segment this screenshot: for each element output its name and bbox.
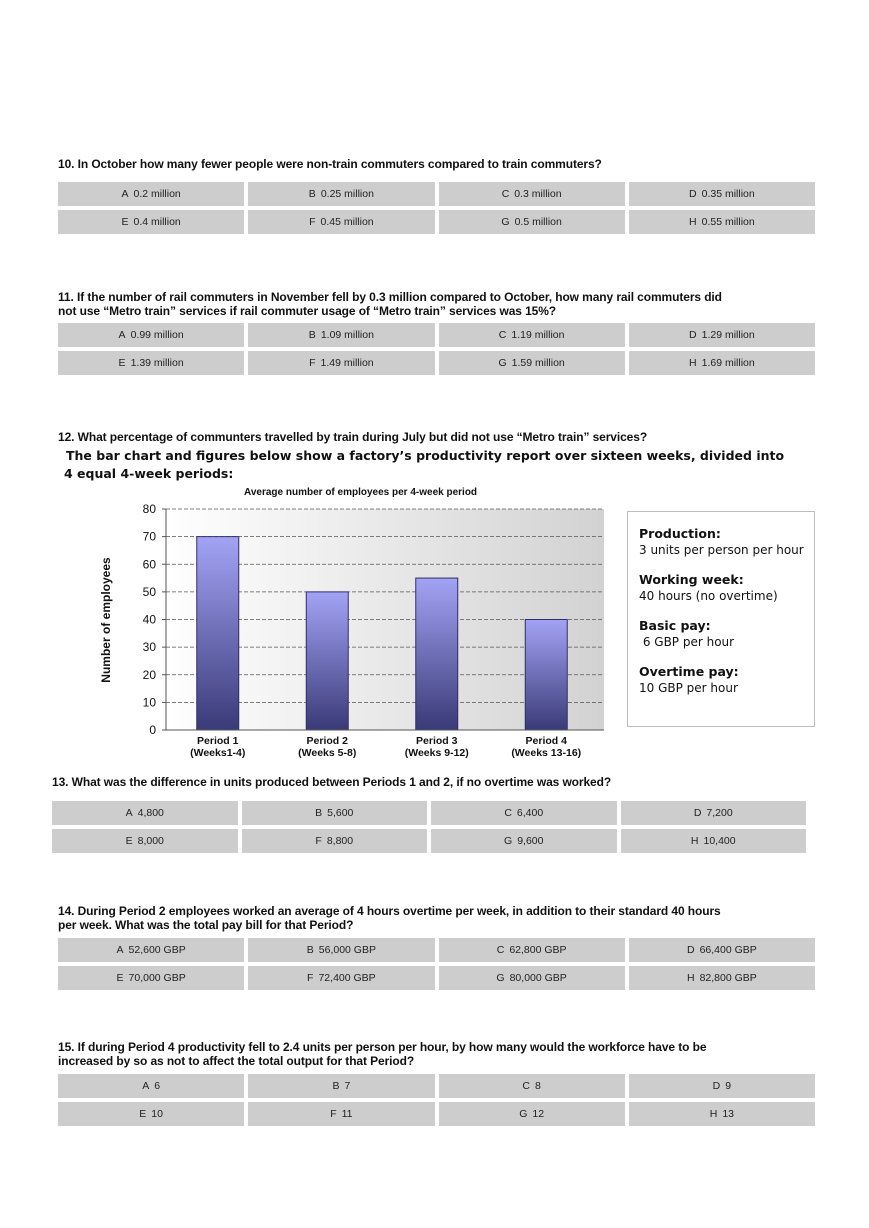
- y-tick-label: 60: [142, 557, 156, 572]
- q14-option-c[interactable]: C 62,800 GBP: [439, 938, 625, 962]
- q15-option-d[interactable]: D 9: [629, 1074, 815, 1098]
- y-tick-label: 10: [142, 695, 156, 710]
- question-11-text: [58, 290, 818, 318]
- q14-option-h[interactable]: H 82,800 GBP: [629, 966, 815, 990]
- x-tick-label: Period 4: [525, 735, 567, 747]
- basic-pay-value: 6 GBP per hour: [639, 635, 735, 649]
- q10-option-h[interactable]: H 0.55 million: [629, 210, 815, 234]
- production-value: 3 units per person per hour: [639, 543, 804, 557]
- q11-option-c[interactable]: C 1.19 million: [439, 323, 625, 347]
- working-week-label: Working week:: [639, 572, 744, 587]
- q13-option-c[interactable]: C 6,400: [431, 801, 617, 825]
- question-15-options: [58, 1074, 815, 1126]
- production-label: Production:: [639, 526, 721, 541]
- q14-option-a[interactable]: A 52,600 GBP: [58, 938, 244, 962]
- bar-period-3: [416, 578, 458, 730]
- q13-option-a[interactable]: A 4,800: [52, 801, 238, 825]
- q10-option-b[interactable]: B 0.25 million: [248, 182, 434, 206]
- bar-period-2: [306, 592, 348, 730]
- question-14-text: [58, 904, 818, 932]
- q14-option-d[interactable]: D 66,400 GBP: [629, 938, 815, 962]
- employees-bar-chart: [96, 500, 616, 768]
- q10-option-f[interactable]: F 0.45 million: [248, 210, 434, 234]
- y-tick-label: 0: [149, 723, 156, 737]
- q15-option-h[interactable]: H 13: [629, 1102, 815, 1126]
- question-15-line-1: 15. If during Period 4 productivity fell to 2.4 units per person per hour, by how many would the workforce have to be: [58, 1040, 707, 1054]
- x-tick-label: Period 1: [197, 735, 239, 747]
- x-tick-sublabel: (Weeks 13-16): [511, 747, 582, 759]
- question-14-options: [58, 938, 815, 990]
- q11-option-a[interactable]: A 0.99 million: [58, 323, 244, 347]
- chart-title: Average number of employees per 4-week period: [244, 487, 478, 498]
- q11-option-d[interactable]: D 1.29 million: [629, 323, 815, 347]
- q10-option-g[interactable]: G 0.5 million: [439, 210, 625, 234]
- q14-option-e[interactable]: E 70,000 GBP: [58, 966, 244, 990]
- q11-option-b[interactable]: B 1.09 million: [248, 323, 434, 347]
- x-tick-label: Period 3: [416, 735, 458, 747]
- x-tick-sublabel: (Weeks 9-12): [404, 747, 469, 759]
- question-15-text: [58, 1040, 818, 1068]
- q15-option-f[interactable]: F 11: [248, 1102, 434, 1126]
- y-tick-label: 50: [142, 584, 156, 599]
- chart-intro: [66, 447, 826, 483]
- question-14-line-2: per week. What was the total pay bill for that Period?: [58, 918, 354, 932]
- question-11-options: [58, 323, 815, 375]
- question-11-line-1: 11. If the number of rail commuters in November fell by 0.3 million compared to October, how many rail commuters did: [58, 290, 722, 304]
- q15-option-b[interactable]: B 7: [248, 1074, 434, 1098]
- q11-option-h[interactable]: H 1.69 million: [629, 351, 815, 375]
- q10-option-a[interactable]: A 0.2 million: [58, 182, 244, 206]
- basic-pay-label: Basic pay:: [639, 618, 711, 633]
- chart-intro-line-2: 4 equal 4-week periods:: [64, 466, 234, 481]
- question-13-text: 13. What was the difference in units produced between Periods 1 and 2, if no overtime was worked?: [52, 775, 612, 789]
- q11-option-g[interactable]: G 1.59 million: [439, 351, 625, 375]
- q15-option-e[interactable]: E 10: [58, 1102, 244, 1126]
- q14-option-g[interactable]: G 80,000 GBP: [439, 966, 625, 990]
- q13-option-b[interactable]: B 5,600: [242, 801, 428, 825]
- bar-period-4: [525, 620, 567, 731]
- q10-option-d[interactable]: D 0.35 million: [629, 182, 815, 206]
- q11-option-e[interactable]: E 1.39 million: [58, 351, 244, 375]
- q10-option-c[interactable]: C 0.3 million: [439, 182, 625, 206]
- question-10-text: 10. In October how many fewer people were non-train commuters compared to train commuters?: [58, 157, 602, 171]
- question-14-line-1: 14. During Period 2 employees worked an average of 4 hours overtime per week, in addition to their standard 40 hours: [58, 904, 721, 918]
- x-tick-sublabel: (Weeks 5-8): [298, 747, 357, 759]
- q15-option-g[interactable]: G 12: [439, 1102, 625, 1126]
- q14-option-b[interactable]: B 56,000 GBP: [248, 938, 434, 962]
- overtime-pay-value: 10 GBP per hour: [639, 681, 738, 695]
- question-13-options: [52, 801, 806, 853]
- q14-option-f[interactable]: F 72,400 GBP: [248, 966, 434, 990]
- y-tick-label: 80: [142, 502, 156, 516]
- bar-period-1: [197, 537, 239, 730]
- q15-option-a[interactable]: A 6: [58, 1074, 244, 1098]
- q11-option-f[interactable]: F 1.49 million: [248, 351, 434, 375]
- q13-option-d[interactable]: D 7,200: [621, 801, 807, 825]
- q13-option-g[interactable]: G 9,600: [431, 829, 617, 853]
- overtime-pay-label: Overtime pay:: [639, 664, 739, 679]
- working-week-value: 40 hours (no overtime): [639, 589, 778, 603]
- question-15-line-2: increased by so as not to affect the total output for that Period?: [58, 1054, 415, 1068]
- q15-option-c[interactable]: C 8: [439, 1074, 625, 1098]
- y-axis-label: Number of employees: [99, 557, 113, 683]
- q13-option-h[interactable]: H 10,400: [621, 829, 807, 853]
- y-tick-label: 20: [142, 667, 156, 682]
- question-10-options: [58, 182, 815, 234]
- y-tick-label: 40: [142, 612, 156, 627]
- y-tick-label: 30: [142, 640, 156, 655]
- q13-option-f[interactable]: F 8,800: [242, 829, 428, 853]
- x-tick-label: Period 2: [306, 735, 348, 747]
- x-tick-sublabel: (Weeks1-4): [190, 747, 246, 759]
- question-12-text: 12. What percentage of communters travelled by train during July but did not use “Metro train” services?: [58, 430, 648, 444]
- chart-intro-line-1: The bar chart and figures below show a factory’s productivity report over sixteen weeks, divided into: [66, 448, 785, 463]
- question-11-line-2: not use “Metro train” services if rail commuter usage of “Metro train” services was 15%?: [58, 304, 557, 318]
- q13-option-e[interactable]: E 8,000: [52, 829, 238, 853]
- q10-option-e[interactable]: E 0.4 million: [58, 210, 244, 234]
- y-tick-label: 70: [142, 529, 156, 544]
- productivity-info-box: [627, 511, 815, 727]
